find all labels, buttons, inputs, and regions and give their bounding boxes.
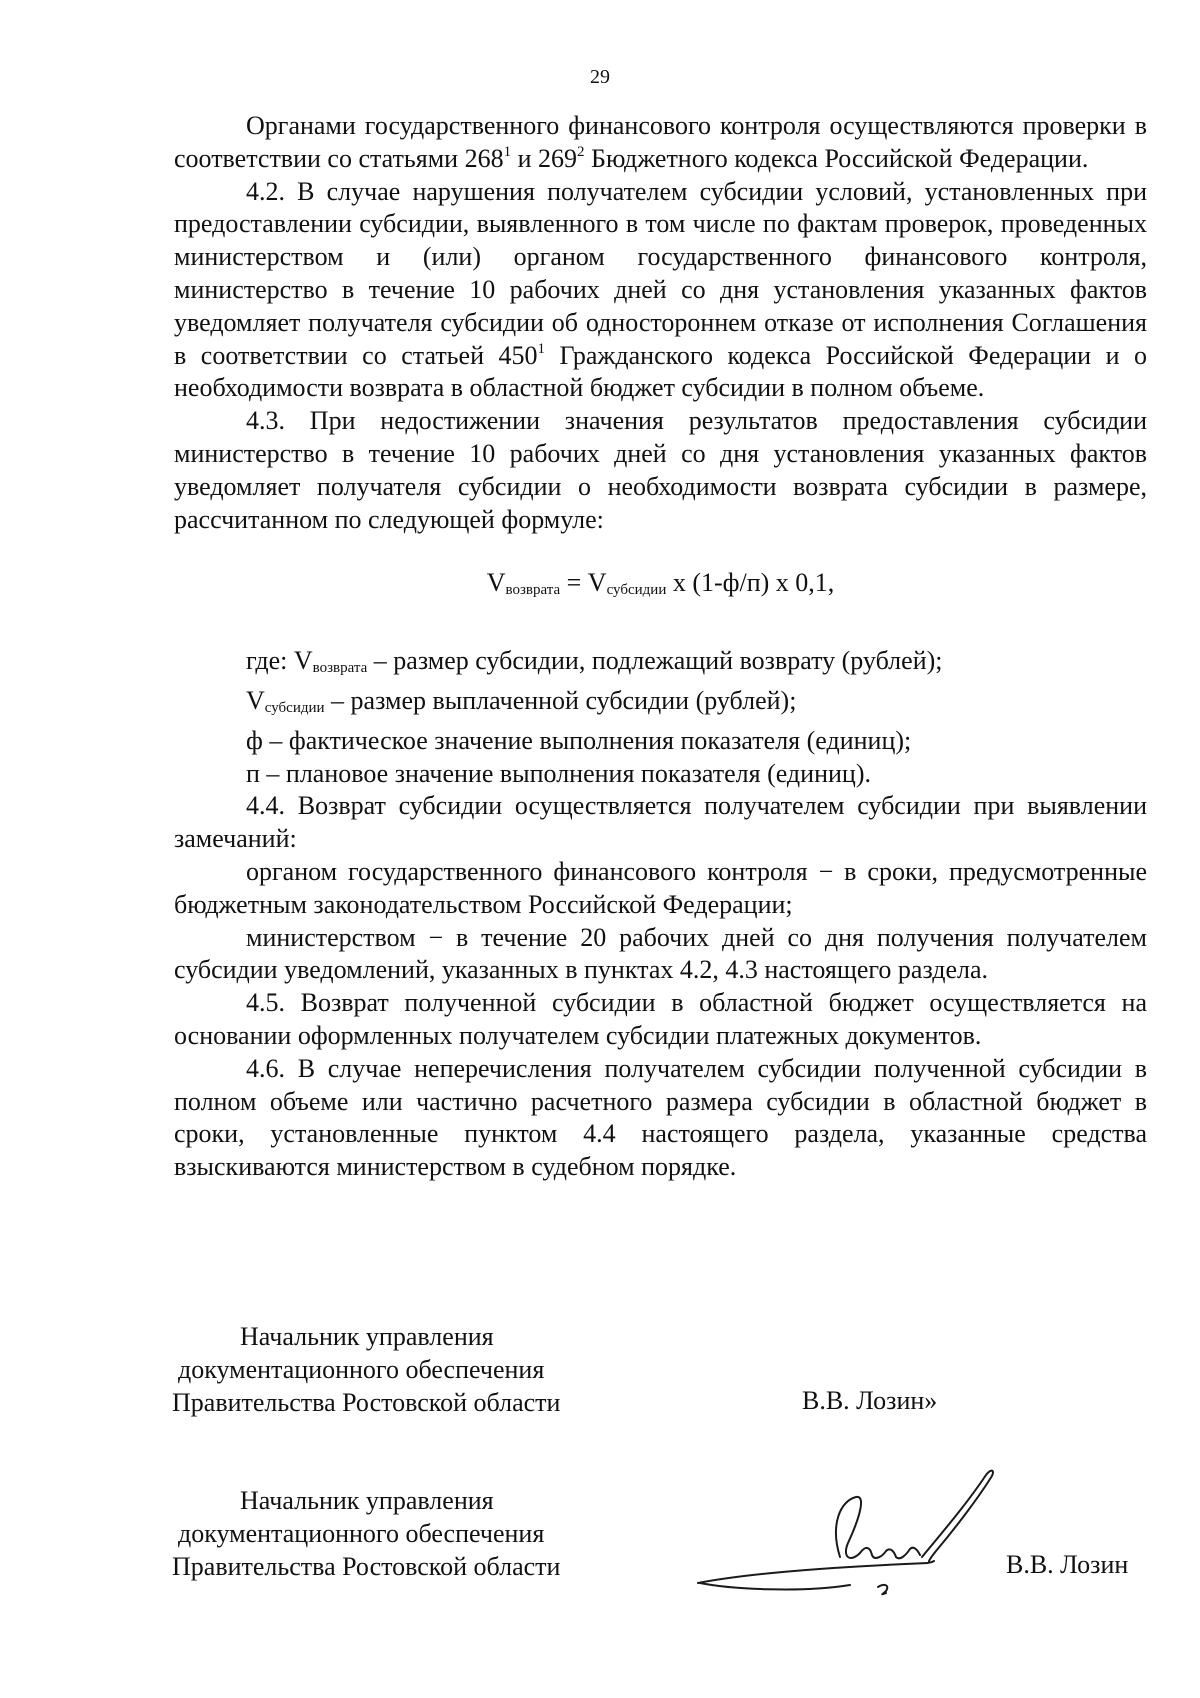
definition-text: – размер субсидии, подлежащий возврату (рублей); <box>367 646 943 676</box>
page-number: 29 <box>590 66 610 88</box>
document-body <box>174 110 1147 1184</box>
formula-v: V <box>587 568 607 598</box>
signer-title-line1: Начальник управления <box>240 1486 494 1515</box>
paragraph-4-4-item-a: органом государственного финансового контроля − в сроки, предусмотренные бюджетным законодательством Российской Федерации; <box>174 856 1147 919</box>
definition-planned: п – плановое значение выполнения показателя (единиц). <box>246 758 871 788</box>
paragraph-4-4: 4.4. Возврат субсидии осуществляется получателем субсидии при выявлении замечаний: <box>174 791 1147 854</box>
superscript: 1 <box>503 143 512 160</box>
handwritten-signature <box>690 1465 1020 1615</box>
formula-v: V <box>486 568 506 598</box>
signer-name-1: В.В. Лозин» <box>802 1386 938 1415</box>
definition-subsidy <box>174 685 1147 725</box>
signature-block-1 <box>172 1320 560 1419</box>
definition-actual: ф – фактическое значение выполнения показателя (единиц); <box>246 725 912 755</box>
signature-block-2 <box>172 1484 560 1583</box>
signer-title-line2: документационного обеспечения <box>178 1355 545 1384</box>
paragraph-4-5: 4.5. Возврат полученной субсидии в областной бюджет осуществляется на основании оформленных получателем субсидии платежных документов. <box>174 988 1147 1050</box>
definition-term: где: V <box>246 646 313 676</box>
signer-title-line3: Правительства Ростовской области <box>172 1388 561 1417</box>
definition-subscript: возврата <box>312 660 368 677</box>
formula-rest: х (1-ф/п) х 0,1, <box>666 568 835 598</box>
paragraph-4-4-item-b: министерством − в течение 20 рабочих дней со дня получения получателем субсидии уведомлений, указанных в пунктах 4.2, 4.3 настоящего раздела. <box>174 922 1147 985</box>
paragraph-4-6: 4.6. В случае неперечисления получателем субсидии полученной субсидии в полном объеме или частично расчетного размера субсидии в областной бюджет в сроки, установленные пунктом 4.4 настоящего раздела, указанные средства взыскиваются министерством в судебном порядке. <box>174 1053 1147 1182</box>
signer-title-line2: документационного обеспечения <box>178 1519 545 1548</box>
signer-title-line1: Начальник управления <box>240 1322 494 1351</box>
definition-text: – размер выплаченной субсидии (рублей); <box>324 685 797 715</box>
paragraph-4-3: 4.3. При недостижении значения результатов предоставления субсидии министерство в течение 10 рабочих дней со дня установления указанных фактов уведомляет получателя субсидии о необходимости возврата субсидии в размере, рассчитанном по следующей формуле: <box>174 406 1147 534</box>
paragraph-audit <box>174 110 1147 176</box>
definition-subscript: субсидии <box>264 699 325 716</box>
signer-title-line3: Правительства Ростовской области <box>172 1552 561 1581</box>
paragraph-4-2 <box>174 176 1147 406</box>
paragraph-audit-text-mid: и 269 <box>511 143 578 173</box>
paragraph-4-2-text-end: Гражданского кодекса Российской Федерации и о необходимости возврата в областной бюджет субсидии в полном объеме. <box>174 340 1147 403</box>
definition-return <box>174 645 1147 685</box>
superscript: 1 <box>537 340 545 357</box>
superscript: 2 <box>577 143 585 160</box>
formula-equals: = <box>560 568 588 598</box>
formula-subscript: субсидии <box>606 582 667 599</box>
paragraph-4-2-text: 4.2. В случае нарушения получателем субсидии условий, установленных при предоставлении субсидии, выявленного в том числе по фактам проверок, проведенных министерством и (или) органом государственного финансового контроля, министерство в течение 10 рабочих дней со дня установления указанных фактов уведомляет получателя субсидии об одностороннем отказе от исполнения Соглашения в соответствии со статьей 450 <box>174 176 1147 370</box>
signer-name-2: В.В. Лозин <box>1006 1550 1129 1579</box>
paragraph-audit-text: Органами государственного финансового контроля осуществляются проверки в соответствии со статьями 268 <box>174 111 1147 173</box>
formula <box>174 567 1147 607</box>
definition-term: V <box>246 685 265 715</box>
paragraph-audit-text-end: Бюджетного кодекса Российской Федерации. <box>584 143 1089 173</box>
formula-subscript: возврата <box>505 582 561 599</box>
